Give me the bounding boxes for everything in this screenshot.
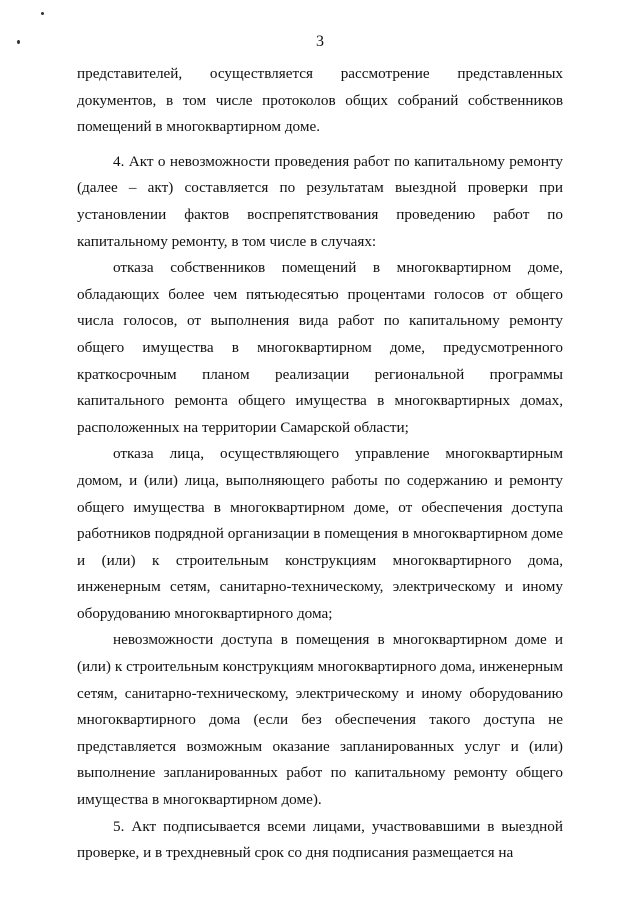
scan-speck xyxy=(41,12,44,15)
paragraph-clause-4: 4. Акт о невозможности проведения работ по капитальному ремонту (далее – акт) составляется по результатам выездной проверки при установлении фактов воспрепятствования проведению работ по капитальному ремонту, в том числе в случаях: xyxy=(77,152,563,250)
paragraph-case-owners-refusal: отказа собственников помещений в многоквартирном доме, обладающих более чем пятьюдесятью процентами голосов от общего числа голосов, от выполнения вида работ по капитальному ремонту общего имущества в многоквартирном доме, предусмотренного краткосрочным планом реализации региональной программы капитального ремонта общего имущества в многоквартирных домах, расположенных на территории Самарской области; xyxy=(77,259,563,436)
document-body xyxy=(77,61,563,867)
paragraph-clause-5: 5. Акт подписывается всеми лицами, участвовавшими в выездной проверке, и в трехдневный срок со дня подписания размещается на xyxy=(77,817,563,862)
page-number: 3 xyxy=(316,33,324,50)
paragraph-case-no-access: невозможности доступа в помещения в многоквартирном доме и (или) к строительным конструкциям многоквартирного дома, инженерным сетям, санитарно-техническому, электрическому и иному оборудованию многоквартирного дома (если без обеспечения такого доступа не представляется возможным оказание запланированных услуг и (или) выполнение запланированных работ по капитальному ремонту общего имущества в многоквартирном доме). xyxy=(77,631,563,809)
paragraph-continuation: представителей, осуществляется рассмотрение представленных документов, в том числе протоколов общих собраний собственников помещений в многоквартирном доме. xyxy=(77,65,563,136)
paragraph-case-manager-refusal: отказа лица, осуществляющего управление многоквартирным домом, и (или) лица, выполняющего работы по содержанию и ремонту общего имущества в многоквартирном доме, от обеспечения доступа работников подрядной организации в помещения в многоквартирном доме и (или) к строительным конструкциям многоквартирного дома, инженерным сетям, санитарно-техническому, электрическому и иному оборудованию многоквартирного дома; xyxy=(77,445,563,622)
